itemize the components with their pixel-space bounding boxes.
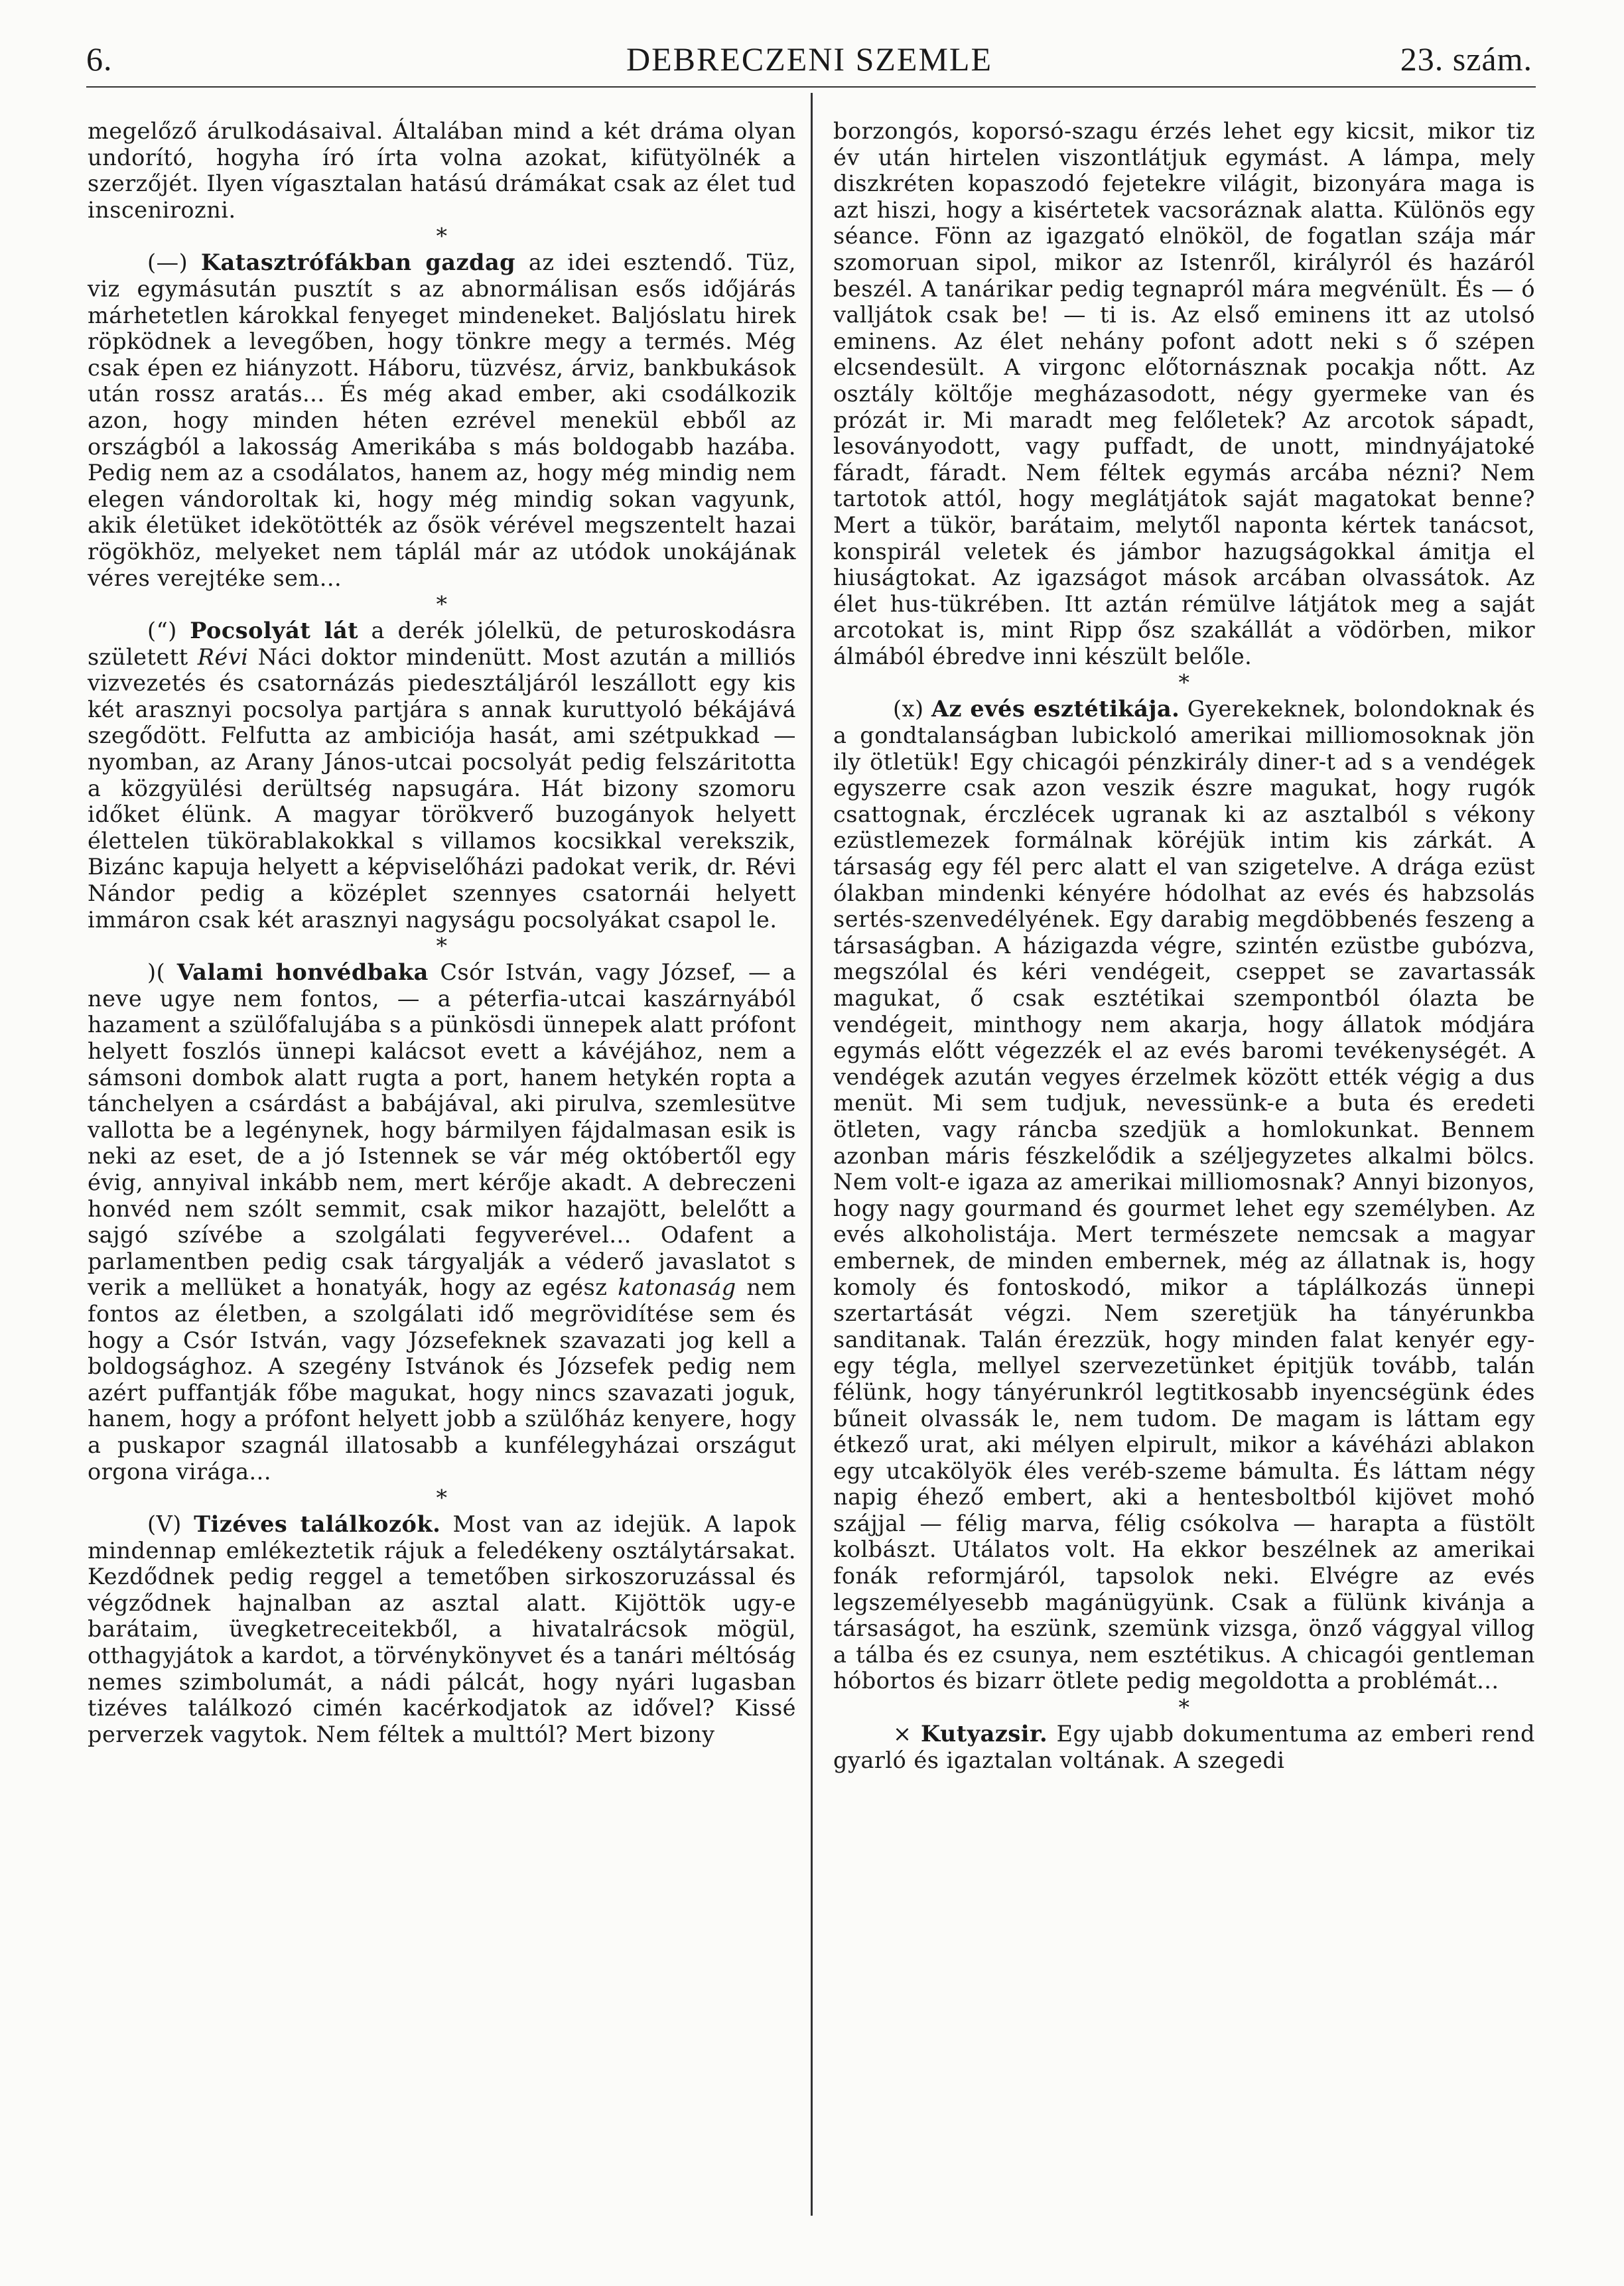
- section-mark: (x): [893, 696, 924, 722]
- section-mark: ×: [893, 1721, 912, 1747]
- column-divider: [811, 93, 813, 2216]
- article-title: Az evés esztétikája.: [931, 696, 1180, 722]
- section-mark: (V): [147, 1511, 182, 1538]
- article-body: Csór István, vagy József, — a neve ugye nem fontos, — a péterfia-utcai kaszárnyából hazament a szülőfalujába s a pünkösdi ünnepek alatt prófont helyett foszlós ünnepi kalácsot evett a kávéjához, nem a sámsoni dombok alatt rugta a port, hanem hetykén ropta a tánchelyen a csárdást a babájával, aki pirulva, szemlesütve vallotta be a legénynek, hogy bármilyen fájdalmasan esik is neki az eset, de a jó Istennek se vár még októbertől egy évig, annyival inkább nem, mert kérője akadt. A debreczeni honvéd nem szólt semmit, csak mikor hazajött, belelőtt a sajgó szívébe a szolgálati fegyverével... Odafent a parlamentben pedig csak tárgyalják a véderő javaslatot s verik a mellüket a honatyák, hogy az egész: [88, 959, 796, 1301]
- article-honvedbaka: [88, 959, 796, 1485]
- left-column: [88, 118, 796, 1747]
- article-body: Egy ujabb dokumentuma az emberi rend gyarló és igaztalan voltának. A szegedi: [833, 1721, 1536, 1773]
- journal-title: DEBRECZENI SZEMLE: [626, 40, 993, 78]
- article-title: Kutyazsir.: [920, 1721, 1048, 1747]
- article-body: a derék jólelkü, de peturoskodásra született: [88, 618, 796, 670]
- page-header: [86, 34, 1532, 88]
- right-column: [833, 118, 1535, 1773]
- section-mark: (“): [147, 618, 177, 644]
- section-separator: *: [436, 1485, 448, 1511]
- article-body: Náci doktor mindenütt. Most azután a milliós vizvezetés és csatornázás piedesztáljáról leszállott egy kis két arasznyi pocsolya partjára s annak kuruttyoló békájává szegődött. Felfutta az ambiciója hasát, ami szétpukkad — nyomban, az Arany János-utcai pocsolyát pedig felszáritotta a közgyülési derültség napsugára. Hát bizony szomoru időket élünk. A magyar törökverő buzogányok helyett élettelen tükörablakokkal s villamos kocsikkal verekszik, Bizánc kapuja helyett a képviselőházi padokat verik, dr. Révi Nándor pedig a középlet szennyes csatornái helyett immáron csak két arasznyi nagyságu pocsolyákat csapol le.: [88, 643, 796, 933]
- article-body: Most van az idejük. A lapok mindennap emlékeztetik rájuk a feledékeny osztálytársakat. Kezdődnek pedig reggel a temetőben sirkoszoruzással és végződnek hajnalban az asztal alatt. Kijöttök ugy-e barátaim, üvegketreceitekből, a hivatalrácsok mögül, otthagyjátok a kardot, a törvénykönyvet és a tanári méltóság nemes szimbolumát, a nádi pálcát, hogy nyári lugasban tizéves találkozó cimén kacérkodjatok az idővel? Kissé perverzek vagytok. Nem féltek a multtól? Mert bizony: [88, 1511, 796, 1747]
- article-title: Tizéves találkozók.: [194, 1511, 441, 1538]
- section-separator: *: [436, 591, 448, 618]
- article-title: Pocsolyát lát: [190, 618, 359, 644]
- section-separator: *: [436, 223, 448, 249]
- article-title: Katasztrófákban gazdag: [200, 249, 516, 276]
- article-body: nem fontos az életben, a szolgálati idő megrövidítése sem és hogy a Csór István, vagy Józsefeknek szavazati jog kell a boldogsághoz. A szegény Istvánok és Józsefek pedig nem azért puffantják főbe magukat, hogy nincs szavazati joguk, hanem, hogy a prófont helyett jobb a szülőház kenyere, hogy a puskapor szagnál illatosabb a kunfélegyházai országut orgona virága...: [88, 1274, 796, 1485]
- article-pocsolya: [88, 618, 796, 933]
- article-body: Gyerekeknek, bolondoknak és a gondtalanságban lubickoló amerikai milliomosoknak jön ily ötletük! Egy chicagói pénzkirály diner-t ad s a vendégek egyszerre csak azon veszik észre magukat, hogy rugók csattognak, érczlécek ugranak ki az asztalból s vékony ezüstlemezek formálnak köréjük intim kis zárkát. A társaság egy fél perc alatt el van szigetelve. A drága ezüst ólakban mindenki kényére hódolhat az evés és habzsolás sertés-szenvedélyének. Egy darabig megdöbbenés feszeng a társaságban. A házigazda végre, szintén ezüstbe gubózva, megszólal és kéri vendégeit, cseppet se zavartassák magukat, ő csak esztétikai szempontból ólazta be vendégeit, minthogy nem akarja, hogy állatok módjára egymás előtt végezzék el az evés baromi tevékenységét. A vendégek azután vegyes érzelmek között ették végig a dus menüt. Mi sem tudjuk, nevessünk-e a buta és eredeti ötleten, vagy ráncba szedjük a homlokunkat. Bennem azonban máris fészkelődik a széljegyzetes alkalmi bölcs. Nem volt-e igaza az amerikai milliomosnak? Annyi bizonyos, hogy nagy gourmand és gourmet lehet egy személyben. Az evés alkoholistája. Mert természete nemcsak a magyar embernek, de minden embernek, még az állatnak is, hogy komoly és fontoskodó, mikor a táplálkozás ünnepi szertartását végzi. Nem szeretjük ha tányérunkba sanditanak. Talán érezzük, hogy minden falat kenyér egy-egy tégla, mellyel szervezetünket épitjük tovább, talán félünk, hogy tányérunkról legtitkosabb inyencségünk édes bűneit olvassák le, nem tudom. De magam is láttam egy étkező urat, aki mélyen elpirult, mikor a kávéházi ablakon egy utcakölyök éles veréb-szeme bámulta. És láttam négy napig éhező embert, aki a hentesboltból kijövet mohó szájjal — félig marva, félig csókolva — harapta a füstölt kolbászt. Utálatos volt. Ha ekkor beszélnek az amerikai fonák reformjáról, tapsolok neki. Elvégre az evés legszemélyesebb magánügyünk. Csak a fülünk kivánja a társaságot, ha eszünk, szemünk vizsga, önző vággyal villog a tálba és ez csunya, nem esztétikus. A chicagói gentleman hóbortos és bizarr ötlete pedig megoldotta a problémát...: [833, 696, 1536, 1694]
- paragraph: borzongós, koporsó-szagu érzés lehet egy kicsit, mikor tiz év után hirtelen viszontlátjuk egymást. A lámpa, mely diszkréten kopaszodó fejetekre világit, bizonyára maga is azt hiszi, hogy a kisértetek vacsoráznak alatta. Különös egy séance. Fönn az igazgató elnököl, de fogatlan szája már szomoruan sipol, mikor az Istenről, királyról és hazáról beszél. A tanárikar pedig tegnapról mára megvénült. És — ó valljátok csak be! — ti is. Az első eminens itt az utolsó eminens. Az élet nehány pofont adott neki s ő szépen elcsendesült. A virgonc előtornásznak pocakja nőtt. Az osztály költője megházasodott, négy gyermeke van és prózát ir. Mi maradt meg felőletek? Az arcotok sápadt, lesoványodott, vagy puffadt, de unott, mindnyájatoké fáradt, fáradt. Nem féltek egymás arcába nézni? Nem tartotok attól, hogy meglátjátok saját magatokat benne? Mert a tükör, barátaim, melytől naponta kértek tanácsot, konspirál veletek és jámbor hazugságokkal ámitja el hiuságtokat. Az igazságot mások arcában olvassátok. Az élet hus-tükrében. Itt aztán rémülve látjátok meg a saját arcotokat is, mint Ripp ősz szakállát a vödörben, mikor álmából ébredve inni készült belőle.: [833, 118, 1535, 669]
- italic-word: katonaság: [618, 1274, 736, 1301]
- article-talalkozok: [88, 1511, 796, 1747]
- section-separator: *: [1178, 669, 1190, 696]
- article-eves-esztetika: [833, 696, 1535, 1694]
- article-title: Valami honvédbaka: [176, 959, 429, 986]
- paragraph: megelőző árulkodásaival. Általában mind a két dráma olyan undorító, hogyha író írta volna azokat, kifütyölnék a szerzőjét. Ilyen vígasztalan hatású drámákat csak az élet tud inscenirozni.: [88, 118, 796, 223]
- header-rule: [86, 86, 1536, 88]
- section-mark: (—): [147, 249, 188, 276]
- section-separator: *: [1178, 1694, 1190, 1721]
- page-number: 6.: [86, 40, 113, 78]
- section-separator: *: [436, 933, 448, 959]
- issue-number: 23. szám.: [1400, 40, 1532, 78]
- article-kutyazsir: [833, 1721, 1535, 1773]
- section-mark: )(: [147, 959, 166, 986]
- italic-name: Révi: [197, 643, 249, 670]
- article-body: az idei esztendő. Tüz, viz egymásután pusztít s az abnormálisan esős időjárás márhetetlen károkkal fenyeget mindeneket. Baljóslatu hirek röpködnek a levegőben, hogy tönkre megy a termés. Még csak épen ez hiányzott. Háboru, tüzvész, árviz, bankbukások után rossz aratás... És még akad ember, aki csodálkozik azon, hogy minden héten ezrével menekül ebből az országból a lakosság Amerikába s más boldogabb hazába. Pedig nem az a csodálatos, hanem az, hogy még mindig nem elegen vándoroltak ki, hogy még mindig sokan vagyunk, akik életüket idekötötték az ősök vérével megszentelt hazai rögökhöz, melyeket nem táplál már az utódok unokájának véres verejtéke sem...: [88, 249, 796, 591]
- article-katasztrofak: [88, 249, 796, 591]
